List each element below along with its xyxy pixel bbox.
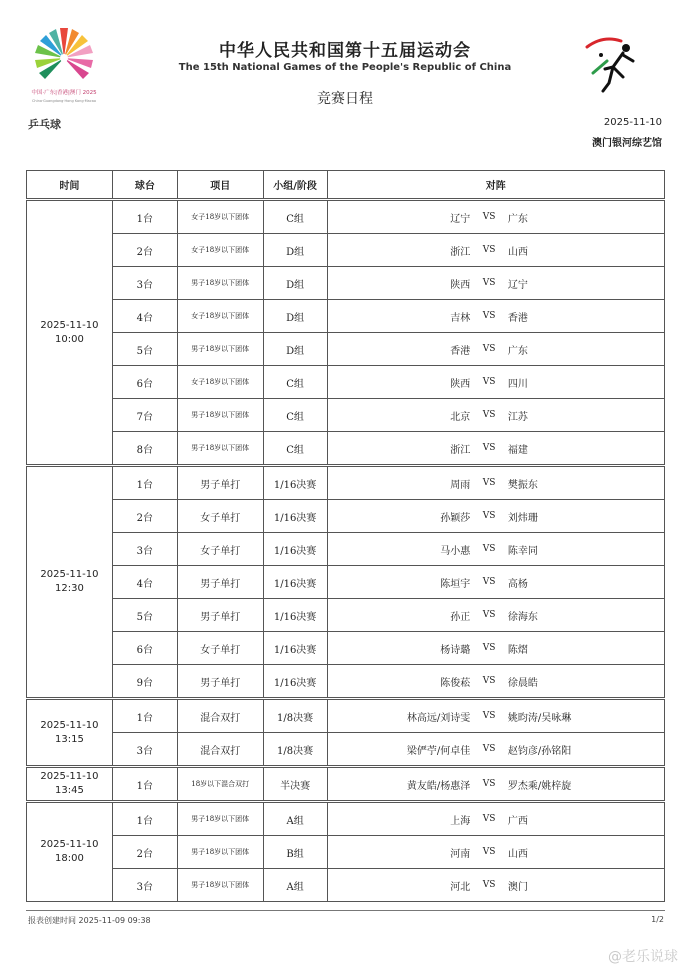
svg-text:China·Guangdong·Hong Kong·Maca: China·Guangdong·Hong Kong·Macao (31, 99, 97, 103)
time-slot (27, 200, 113, 466)
schedule-body (27, 200, 665, 902)
team-b: 四川 (507, 378, 528, 390)
event-name: 男子18岁以下团体 (177, 869, 263, 902)
footer-divider (26, 910, 665, 911)
vs-label: VS (482, 344, 496, 354)
table-number: 2台 (112, 500, 177, 533)
vs-label: VS (482, 814, 496, 824)
page-number: 1/2 (651, 915, 664, 924)
team-b: 山西 (507, 848, 528, 860)
team-a: 浙江 (450, 444, 471, 456)
vs-label: VS (482, 577, 496, 587)
time-slot-time: 13:15 (55, 733, 84, 745)
vs-label: VS (482, 377, 496, 387)
match-pairing (327, 533, 664, 566)
table-number: 4台 (112, 300, 177, 333)
table-number: 1台 (112, 767, 177, 802)
team-b: 广西 (507, 815, 528, 827)
table-tennis-pictogram-icon (583, 33, 643, 93)
match-pairing (327, 632, 664, 665)
table-header-row (27, 171, 665, 200)
event-name: 女子18岁以下团体 (177, 200, 263, 234)
table-row (27, 200, 665, 234)
table-row (27, 399, 665, 432)
page-title: 中华人民共和国第十五届运动会 (219, 41, 471, 61)
match-pairing (327, 466, 664, 500)
table-number: 3台 (112, 267, 177, 300)
table-number: 1台 (112, 699, 177, 733)
event-name: 女子单打 (177, 533, 263, 566)
stage-name: 1/16决赛 (263, 500, 327, 533)
team-a: 辽宁 (450, 213, 471, 225)
match-pairing (327, 665, 664, 699)
stage-name: D组 (263, 300, 327, 333)
team-b: 香港 (507, 312, 528, 324)
table-number: 1台 (112, 802, 177, 836)
team-b: 广东 (507, 345, 528, 357)
event-name: 男子18岁以下团体 (177, 399, 263, 432)
stage-name: C组 (263, 366, 327, 399)
time-slot-time: 18:00 (55, 853, 84, 864)
team-a: 周雨 (450, 479, 471, 491)
stage-name: 1/16决赛 (263, 599, 327, 632)
event-name: 男子单打 (177, 665, 263, 699)
vs-label: VS (482, 278, 496, 288)
page-title-english: The 15th National Games of the People's Republic of China (178, 62, 512, 73)
event-name: 女子18岁以下团体 (177, 366, 263, 399)
stage-name: 1/16决赛 (263, 665, 327, 699)
team-a: 黄友皓/杨惠泽 (406, 780, 471, 792)
vs-label: VS (482, 410, 496, 420)
stage-name: 1/8决赛 (263, 699, 327, 733)
team-a: 北京 (450, 411, 471, 423)
match-pairing (327, 432, 664, 466)
table-number: 6台 (112, 366, 177, 399)
time-slot-time: 10:00 (55, 333, 84, 345)
vs-label: VS (482, 478, 496, 488)
team-b: 陈幸同 (507, 545, 538, 557)
team-b: 罗杰乘/姚梓旋 (507, 780, 572, 792)
time-slot-date: 2025-11-10 (40, 771, 99, 782)
match-pairing (327, 767, 664, 802)
team-a: 上海 (450, 815, 471, 827)
vs-label: VS (482, 643, 496, 653)
match-pairing (327, 869, 664, 902)
table-row (27, 366, 665, 399)
time-slot (27, 802, 113, 902)
table-number: 2台 (112, 234, 177, 267)
table-row (27, 869, 665, 902)
vs-label: VS (482, 544, 496, 554)
vs-label: VS (482, 744, 496, 754)
table-number: 3台 (112, 533, 177, 566)
table-number: 1台 (112, 200, 177, 234)
event-name: 男子18岁以下团体 (177, 836, 263, 869)
team-b: 山西 (507, 246, 528, 258)
table-row (27, 699, 665, 733)
match-pairing (327, 366, 664, 399)
team-a: 孙颖莎 (440, 512, 471, 524)
time-slot-date: 2025-11-10 (40, 719, 99, 731)
watermark: @老乐说球 (608, 949, 678, 965)
table-row (27, 767, 665, 802)
header-time: 时间 (27, 171, 113, 200)
stage-name: 半决赛 (263, 767, 327, 802)
header-stage: 小组/阶段 (263, 171, 327, 200)
table-row (27, 267, 665, 300)
table-row (27, 333, 665, 366)
schedule-subtitle: 竞赛日程 (317, 91, 373, 107)
team-a: 林高远/刘诗雯 (406, 712, 471, 724)
match-pairing (327, 234, 664, 267)
vs-label: VS (482, 610, 496, 620)
event-name: 女子单打 (177, 632, 263, 665)
stage-name: A组 (263, 869, 327, 902)
event-name: 女子单打 (177, 500, 263, 533)
event-name: 混合双打 (177, 733, 263, 767)
stage-name: 1/8决赛 (263, 733, 327, 767)
venue-name: 澳门银河综艺馆 (592, 138, 662, 149)
table-row (27, 466, 665, 500)
team-b: 樊振东 (507, 479, 538, 491)
team-a: 陕西 (450, 378, 471, 390)
vs-label: VS (482, 245, 496, 255)
vs-label: VS (482, 676, 496, 686)
vs-label: VS (482, 511, 496, 521)
table-row (27, 500, 665, 533)
table-row (27, 665, 665, 699)
table-number: 1台 (112, 466, 177, 500)
stage-name: B组 (263, 836, 327, 869)
match-pairing (327, 599, 664, 632)
team-b: 辽宁 (507, 279, 528, 291)
team-a: 陈俊菘 (440, 677, 471, 689)
team-b: 江苏 (507, 411, 528, 423)
team-b: 陈熠 (507, 644, 528, 656)
event-name: 混合双打 (177, 699, 263, 733)
match-pairing (327, 300, 664, 333)
match-pairing (327, 802, 664, 836)
team-b: 赵钧彦/孙铭阳 (507, 745, 572, 757)
table-row (27, 733, 665, 767)
team-b: 澳门 (507, 881, 528, 893)
team-a: 孙正 (450, 611, 471, 623)
vs-label: VS (482, 443, 496, 453)
header-event: 项目 (177, 171, 263, 200)
stage-name: 1/16决赛 (263, 466, 327, 500)
team-a: 浙江 (450, 246, 471, 258)
table-number: 9台 (112, 665, 177, 699)
team-b: 高杨 (507, 578, 528, 590)
time-slot-date: 2025-11-10 (40, 569, 99, 580)
schedule-date: 2025-11-10 (603, 117, 662, 128)
time-slot-date: 2025-11-10 (40, 319, 99, 331)
schedule-table (26, 170, 665, 902)
event-name: 男子单打 (177, 599, 263, 632)
vs-label: VS (482, 311, 496, 321)
table-number: 2台 (112, 836, 177, 869)
team-a: 吉林 (450, 312, 471, 324)
vs-label: VS (482, 880, 496, 890)
stage-name: C组 (263, 432, 327, 466)
event-name: 男子18岁以下团体 (177, 267, 263, 300)
stage-name: D组 (263, 333, 327, 366)
team-b: 福建 (507, 444, 528, 456)
stage-name: C组 (263, 399, 327, 432)
table-number: 6台 (112, 632, 177, 665)
match-pairing (327, 566, 664, 599)
event-name: 女子18岁以下团体 (177, 300, 263, 333)
time-slot-time: 12:30 (55, 583, 84, 594)
team-b: 广东 (507, 213, 528, 225)
event-name: 男子单打 (177, 466, 263, 500)
event-name: 男子单打 (177, 566, 263, 599)
table-row (27, 836, 665, 869)
table-row (27, 300, 665, 333)
team-a: 梁俨苧/何卓佳 (406, 745, 471, 757)
time-slot (27, 466, 113, 699)
event-name: 男子18岁以下团体 (177, 333, 263, 366)
match-pairing (327, 267, 664, 300)
table-number: 5台 (112, 333, 177, 366)
table-row (27, 599, 665, 632)
stage-name: D组 (263, 267, 327, 300)
match-pairing (327, 733, 664, 767)
team-a: 马小惠 (440, 545, 471, 557)
match-pairing (327, 399, 664, 432)
table-number: 3台 (112, 869, 177, 902)
team-a: 陈垣宇 (440, 578, 471, 590)
table-number: 4台 (112, 566, 177, 599)
team-a: 河北 (450, 881, 471, 893)
table-number: 8台 (112, 432, 177, 466)
table-row (27, 566, 665, 599)
match-pairing (327, 200, 664, 234)
team-b: 徐晨皓 (507, 677, 538, 689)
match-pairing (327, 333, 664, 366)
table-number: 5台 (112, 599, 177, 632)
table-row (27, 432, 665, 466)
table-row (27, 533, 665, 566)
event-name: 男子18岁以下团体 (177, 432, 263, 466)
event-name: 男子18岁以下团体 (177, 802, 263, 836)
table-row (27, 802, 665, 836)
logo-caption: 中国·广东|香港|澳门 2025 (31, 90, 97, 96)
team-b: 刘炜珊 (507, 512, 538, 524)
stage-name: 1/16决赛 (263, 533, 327, 566)
team-a: 河南 (450, 848, 471, 860)
team-a: 杨诗璐 (440, 644, 471, 656)
stage-name: D组 (263, 234, 327, 267)
vs-label: VS (482, 779, 496, 789)
table-row (27, 234, 665, 267)
team-b: 姚昀涛/吴咏琳 (507, 712, 572, 724)
sport-label: 乒乓球 (28, 118, 61, 131)
time-slot (27, 767, 113, 802)
time-slot (27, 699, 113, 767)
report-created-time: 报表创建时间 2025-11-09 09:38 (28, 916, 151, 925)
table-number: 3台 (112, 733, 177, 767)
match-pairing (327, 836, 664, 869)
stage-name: 1/16决赛 (263, 632, 327, 665)
team-a: 香港 (450, 345, 471, 357)
stage-name: 1/16决赛 (263, 566, 327, 599)
stage-name: A组 (263, 802, 327, 836)
header-table: 球台 (112, 171, 177, 200)
event-name: 女子18岁以下团体 (177, 234, 263, 267)
table-number: 7台 (112, 399, 177, 432)
header-match: 对阵 (327, 171, 664, 200)
event-name: 18岁以下混合双打 (177, 767, 263, 802)
time-slot-date: 2025-11-10 (40, 839, 99, 850)
table-row (27, 632, 665, 665)
vs-label: VS (482, 847, 496, 857)
team-a: 陕西 (450, 279, 471, 291)
time-slot-time: 13:45 (55, 785, 84, 796)
vs-label: VS (482, 711, 496, 721)
team-b: 徐海东 (507, 611, 538, 623)
match-pairing (327, 699, 664, 733)
stage-name: C组 (263, 200, 327, 234)
match-pairing (327, 500, 664, 533)
vs-label: VS (482, 212, 496, 222)
